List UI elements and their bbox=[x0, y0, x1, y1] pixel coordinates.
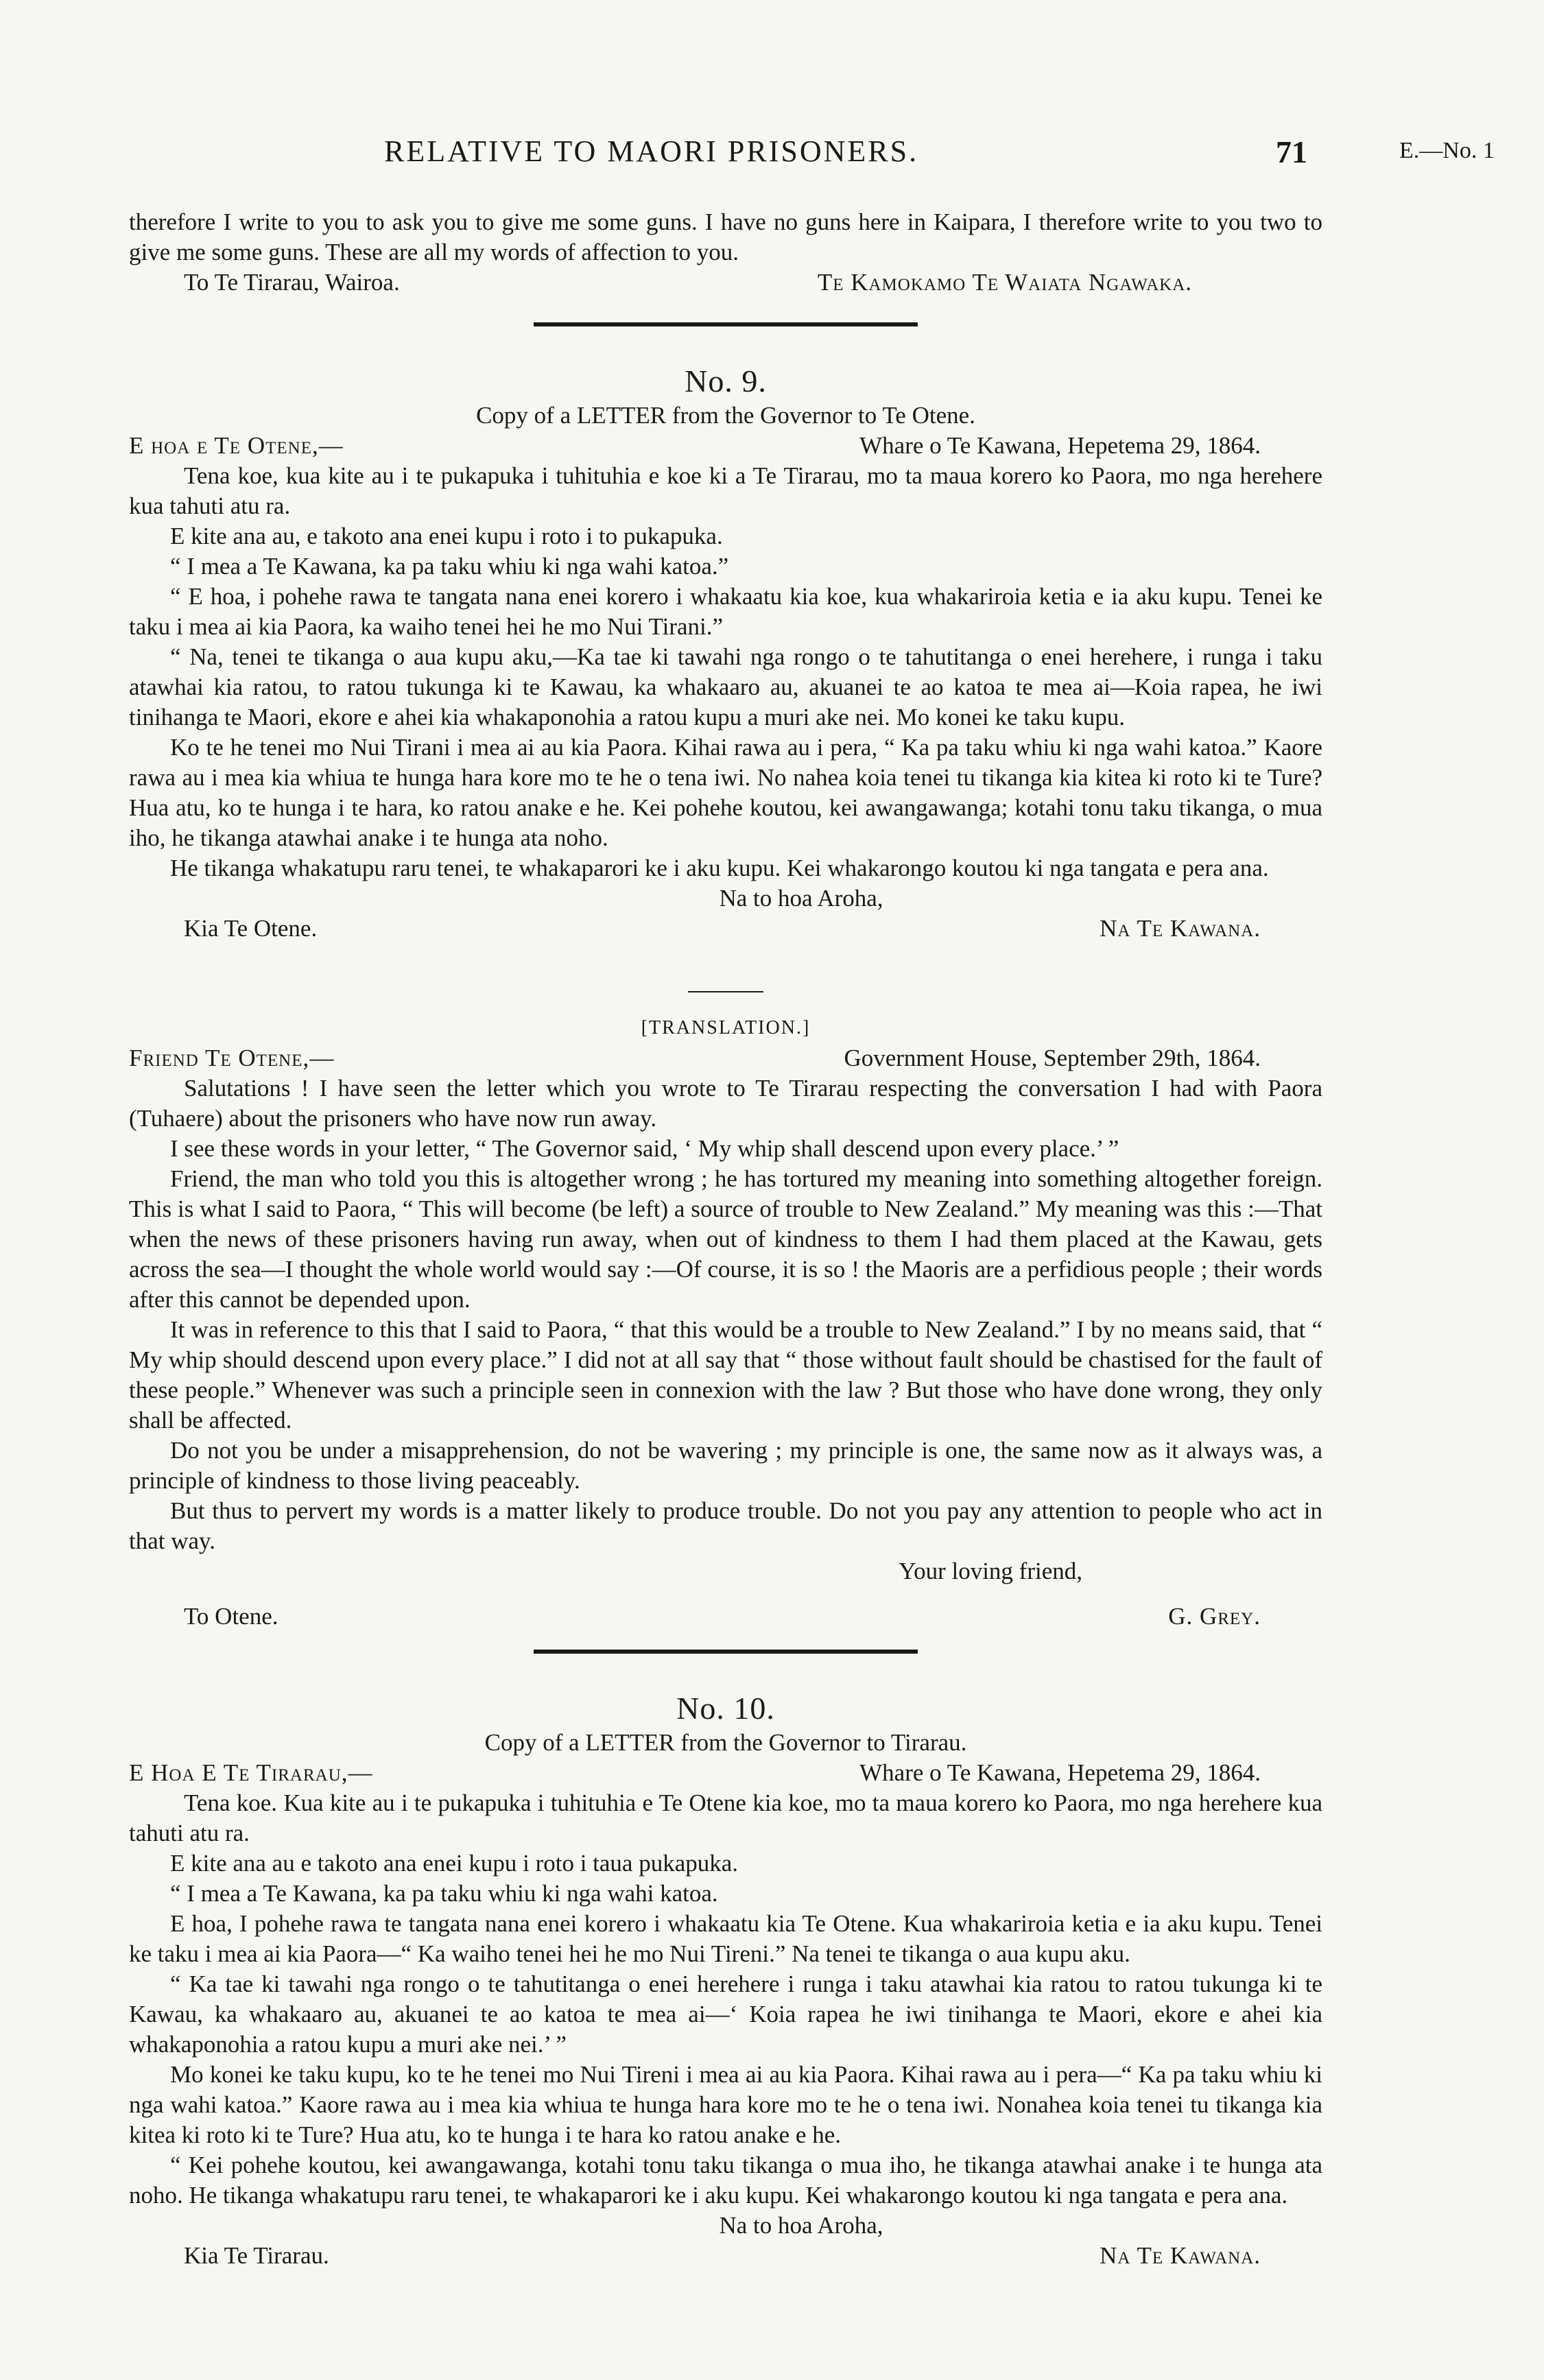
letter-10 bbox=[129, 1650, 1322, 2271]
letter-10-addressee: Kia Te Tirarau. bbox=[184, 2242, 329, 2269]
letter-9-paragraph: He tikanga whakatupu raru tenei, te whakaparori ke i aku kupu. Kei whakarongo koutou ki nga tangata e pera ana. bbox=[170, 855, 1269, 881]
translation-paragraph: It was in reference to this that I said to Paora, “ that this would be a trouble to New Zealand.” I by no means said, that “ My whip should descend upon every place.” I did not at all say that “ those without fault should be chastised for the fault of these people.” Whenever was such a principle seen in connexion with the law ? But those who have done wrong, they only shall be affected. bbox=[129, 1316, 1322, 1433]
intro-section bbox=[129, 207, 1322, 298]
letter-9-closing: Na to hoa Aroha, bbox=[719, 885, 883, 912]
letter-10-paragraph: E hoa, I pohehe rawa te tangata nana enei korero i whakaatu kia Te Otene. Kua whakariroia ketia e ia aku kupu. Tenei ke taku i mea ai kia Paora—“ Ka waiho tenei hei he mo Nui Tireni.” Na tenei te tikanga o aua kupu aku. bbox=[129, 1910, 1322, 1967]
section-divider bbox=[534, 1650, 918, 1654]
letter-10-caption: Copy of a LETTER from the Governor to Tirarau. bbox=[484, 1729, 967, 1756]
translation-addressee: To Otene. bbox=[184, 1603, 278, 1630]
intro-paragraph: therefore I write to you to ask you to give me some guns. I have no guns here in Kaipara, I therefore write to you two to give me some guns. These are all my words of affection to you. bbox=[129, 209, 1322, 265]
letter-10-signoff bbox=[129, 2241, 1322, 2271]
letter-9-opening bbox=[129, 431, 1322, 461]
letter-9-paragraph: “ I mea a Te Kawana, ka pa taku whiu ki nga wahi katoa.” bbox=[170, 553, 729, 580]
translation-salutation: Friend Te Otene,— bbox=[129, 1045, 335, 1071]
letter-10-opening bbox=[129, 1758, 1322, 1788]
letter-10-paragraph: Tena koe. Kua kite au i te pukapuka i tuhituhia e Te Otene kia koe, mo ta maua korero ko Paora, mo nga herehere kua tahuti atu ra. bbox=[129, 1789, 1322, 1846]
letter-9-paragraph: “ E hoa, i pohehe rawa te tangata nana enei korero i whakaatu kia koe, kua whakariroia ketia e ia aku kupu. Tenei ke taku i mea ai kia Paora, ka waiho tenei hei he mo Nui Tirani.” bbox=[129, 583, 1322, 640]
translation-label: [TRANSLATION.] bbox=[641, 1017, 811, 1038]
page-header bbox=[0, 134, 1544, 175]
translation-paragraph: Friend, the man who told you this is altogether wrong ; he has tortured my meaning into something altogether foreign. This is what I said to Paora, “ This will become (be left) a source of trouble to New Zealand.” My meaning was this :—That when the news of these prisoners having run away, when out of kindness to them I had them placed at the Kawau, gets across the sea—I thought the whole world would say :—Of course, it is so ! the Maoris are a perfidious people ; their words after this cannot be depended upon. bbox=[129, 1165, 1322, 1313]
letter-9-signature: Na Te Kawana. bbox=[1100, 915, 1261, 942]
running-title: RELATIVE TO MAORI PRISONERS. bbox=[384, 134, 919, 168]
translation-signature: G. Grey. bbox=[1168, 1603, 1261, 1630]
letter-10-place-date: Whare o Te Kawana, Hepetema 29, 1864. bbox=[859, 1759, 1261, 1786]
translation-section bbox=[129, 991, 1322, 1632]
letter-9-paragraph: “ Na, tenei te tikanga o aua kupu aku,—Ka tae ki tawahi nga rongo o te tahutitanga o enei herehere, i runga i taku atawhai kia ratou, to ratou tukunga ki te Kawau, ka whakaaro au, akuanei te ao katoa te mea ai—Koia rapea, he iwi tinihanga te Maori, ekore e ahei kia whakaponohia a ratou kupu a muri ake nei. Mo konei ke taku kupu. bbox=[129, 643, 1322, 730]
letter-9-paragraph: Tena koe, kua kite au i te pukapuka i tuhituhia e koe ki a Te Tirarau, mo ta maua korero ko Paora, mo nga herehere kua tahuti atu ra. bbox=[129, 462, 1322, 519]
letter-9 bbox=[129, 322, 1322, 944]
translation-closing: Your loving friend, bbox=[899, 1558, 1082, 1584]
letter-9-heading: No. 9. bbox=[685, 364, 767, 398]
letter-10-signature: Na Te Kawana. bbox=[1100, 2242, 1261, 2269]
letter-9-paragraph: E kite ana au, e takoto ana enei kupu i roto i to pukapuka. bbox=[170, 523, 723, 549]
letter-10-heading: No. 10. bbox=[676, 1691, 775, 1726]
translation-place-date: Government House, September 29th, 1864. bbox=[844, 1045, 1261, 1071]
translation-paragraph: I see these words in your letter, “ The Governor said, ‘ My whip shall descend upon every place.’ ” bbox=[170, 1135, 1119, 1162]
translation-paragraph: But thus to pervert my words is a matter likely to produce trouble. Do not you pay any attention to people who act in that way. bbox=[129, 1497, 1322, 1554]
translation-paragraph: Salutations ! I have seen the letter which you wrote to Te Tirarau respecting the conversation I had with Paora (Tuhaere) about the prisoners who have now run away. bbox=[129, 1075, 1322, 1132]
letter-10-paragraph: “ Kei pohehe koutou, kei awangawanga, kotahi tonu taku tikanga o mua iho, he tikanga atawhai anake i te hunga ata noho. He tikanga whakatupu raru tenei, te whakaparori ke i aku kupu. Kei whakarongo koutou ki nga tangata e pera ana. bbox=[129, 2152, 1322, 2209]
letter-10-salutation: E Hoa E Te Tirarau,— bbox=[129, 1759, 373, 1786]
translation-paragraph: Do not you be under a misapprehension, do not be wavering ; my principle is one, the same now as it always was, a principle of kindness to those living peaceably. bbox=[129, 1437, 1322, 1494]
letter-9-salutation: E hoa e Te Otene,— bbox=[129, 432, 344, 459]
intro-signoff bbox=[129, 267, 1322, 298]
letter-9-place-date: Whare o Te Kawana, Hepetema 29, 1864. bbox=[859, 432, 1261, 459]
translation-opening bbox=[129, 1043, 1322, 1073]
letter-9-caption: Copy of a LETTER from the Governor to Te Otene. bbox=[476, 402, 975, 429]
section-divider bbox=[534, 322, 918, 326]
document-reference: E.—No. 1 bbox=[1399, 138, 1495, 163]
letter-10-paragraph: “ Ka tae ki tawahi nga rongo o te tahutitanga o enei herehere i runga i taku atawhai kia ratou to ratou tukunga ki te Kawau, ka whakaaro au, akuanei te ao katoa te mea ai—‘ Koia rapea he iwi tinihanga te Maori, ekore e ahei kia whakaponohia a ratou kupu a muri ake nei.’ ” bbox=[129, 1971, 1322, 2058]
letter-10-paragraph: Mo konei ke taku kupu, ko te he tenei mo Nui Tireni i mea ai au kia Paora. Kihai rawa au i pera—“ Ka pa taku whiu ki nga wahi katoa.” Kaore rawa au i mea kia whiua te hunga hara kore mo te he o tena iwi. Nonahea koia tenei tu tikanga kia kitea ki roto ki te Ture? Hua atu, ko te hunga i te hara ko ratou anake e he. bbox=[129, 2061, 1322, 2148]
intro-addressee: To Te Tirarau, Wairoa. bbox=[184, 269, 400, 296]
letter-10-paragraph: “ I mea a Te Kawana, ka pa taku whiu ki nga wahi katoa. bbox=[170, 1880, 718, 1907]
letter-9-signoff bbox=[129, 914, 1322, 944]
letter-9-addressee: Kia Te Otene. bbox=[184, 915, 318, 942]
translation-signoff bbox=[129, 1602, 1322, 1632]
intro-signature: Te Kamokamo Te Waiata Ngawaka. bbox=[817, 269, 1192, 296]
letter-9-paragraph: Ko te he tenei mo Nui Tirani i mea ai au kia Paora. Kihai rawa au i pera, “ Ka pa taku whiu ki nga wahi katoa.” Kaore rawa au i mea kia whiua te hunga hara kore mo te he o tena iwi. No nahea koia tenei tu tikanga kia kitea ki roto ki te Ture? Hua atu, ko te hunga i te hara, ko ratou anake e he. Kei pohehe koutou, kei awangawanga; kotahi tonu taku tikanga, o mua iho, he tikanga atawhai anake i te hunga ata noho. bbox=[129, 734, 1322, 851]
letter-10-paragraph: E kite ana au e takoto ana enei kupu i roto i taua pukapuka. bbox=[170, 1850, 739, 1877]
short-divider bbox=[688, 991, 763, 992]
letter-10-closing: Na to hoa Aroha, bbox=[719, 2212, 883, 2239]
page-number: 71 bbox=[1276, 134, 1307, 169]
